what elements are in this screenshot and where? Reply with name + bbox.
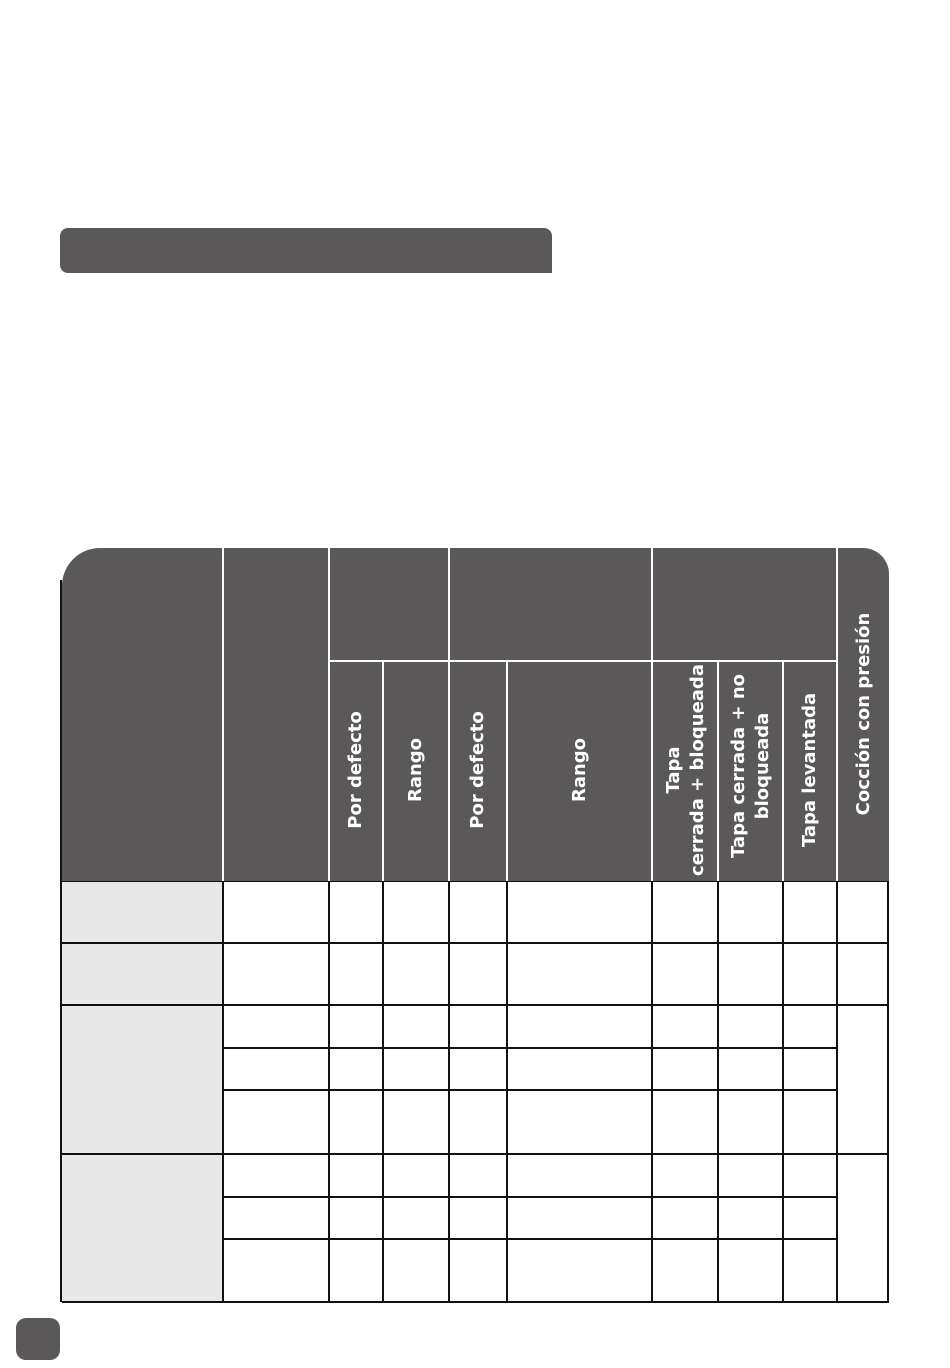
table-border	[60, 580, 62, 1302]
header-lid-raised: Tapa levantada	[799, 692, 820, 848]
grid-line	[506, 881, 508, 1303]
grid-line	[62, 881, 889, 882]
grid-line	[222, 1238, 837, 1240]
header-temp-range: Rango	[405, 737, 426, 803]
header-divider	[448, 548, 450, 881]
grid-line	[62, 1004, 889, 1006]
grid-line	[887, 881, 889, 1303]
grid-line	[62, 1301, 889, 1303]
grid-line	[836, 881, 838, 1303]
row-head-cell	[62, 1005, 222, 1154]
grid-line	[448, 881, 450, 1303]
header-divider	[651, 548, 653, 881]
grid-line	[328, 881, 330, 1303]
header-divider	[329, 660, 837, 662]
grid-line	[222, 881, 224, 1303]
header-time-default: Por defecto	[467, 711, 488, 829]
header-pressure-cooking: Cocción con presión	[853, 612, 874, 816]
row-head-cell	[62, 943, 222, 1005]
header-divider	[836, 548, 838, 881]
header-divider	[222, 548, 224, 881]
header-divider	[382, 662, 384, 881]
grid-line	[651, 881, 653, 1303]
section-title-bar	[60, 228, 552, 273]
grid-line	[222, 1089, 837, 1091]
row-head-cell	[62, 881, 222, 943]
header-time-range: Rango	[569, 737, 590, 803]
header-divider	[782, 662, 784, 881]
grid-line	[717, 881, 719, 1303]
header-divider	[506, 662, 508, 881]
header-divider	[717, 662, 719, 881]
header-lid-closed-unlocked: Tapa cerrada + no bloqueada	[728, 673, 773, 859]
grid-line	[382, 881, 384, 1303]
page-number-tab	[16, 1318, 60, 1360]
grid-line	[222, 1047, 837, 1049]
grid-line	[782, 881, 784, 1303]
header-divider	[328, 548, 330, 881]
row-head-cell	[62, 1154, 222, 1302]
header-temp-default: Por defecto	[345, 711, 366, 829]
grid-line	[62, 942, 889, 944]
header-lid-closed-locked: Tapa cerrada + bloqueada	[663, 664, 708, 876]
grid-line	[222, 1196, 837, 1198]
grid-line	[62, 1153, 889, 1155]
